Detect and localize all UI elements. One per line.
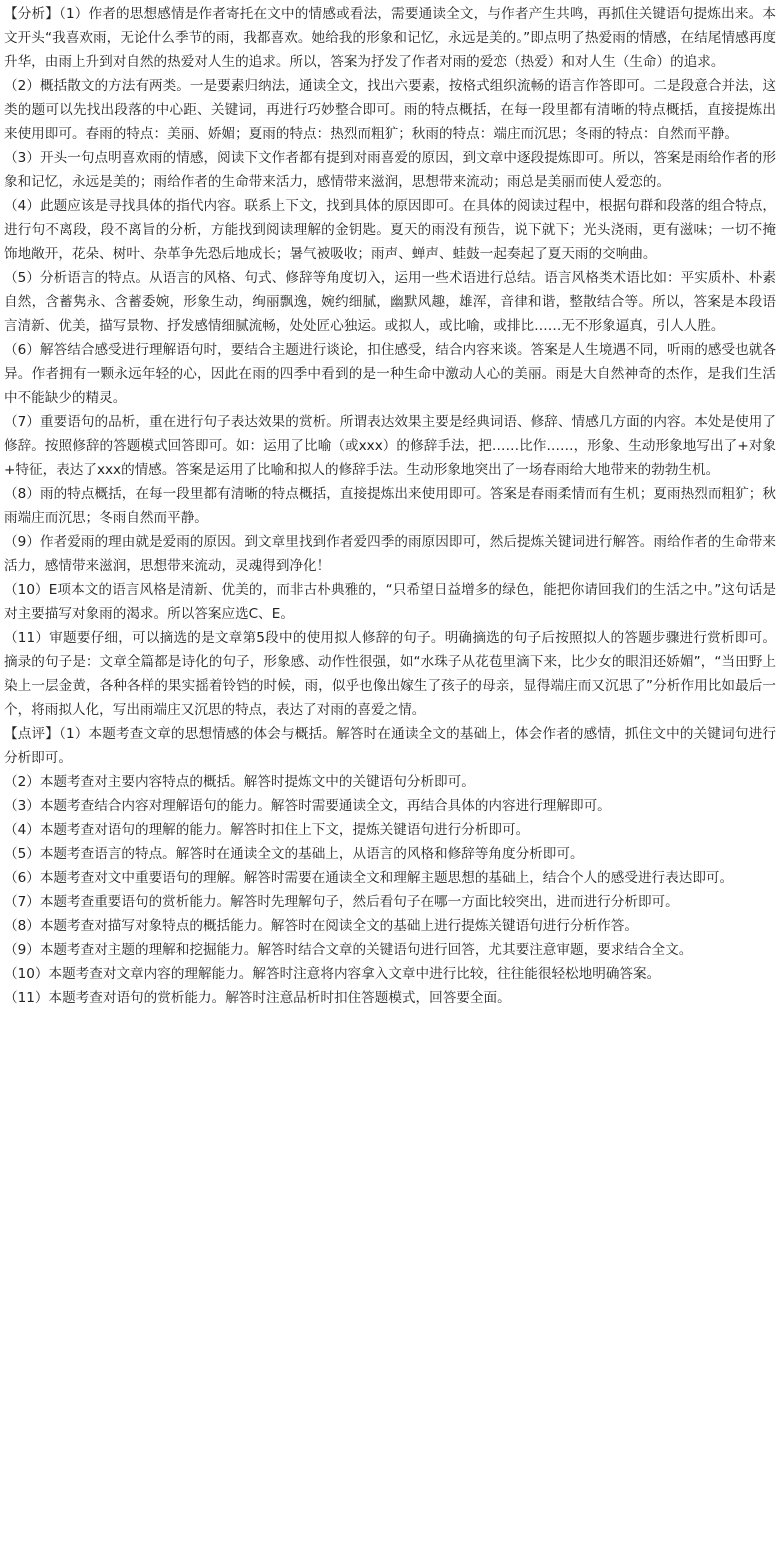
review-paragraph-6: （6）本题考查对文中重要语句的理解。解答时需要在通读全文和理解主题思想的基础上，结合个人的感受进行表达即可。 <box>4 870 734 886</box>
analysis-paragraph-10: （10）E项本文的语言风格是清新、优美的，而非古朴典雅的，“只希望日益增多的绿色，能把你请回我们的生活之中。”这句话是对主要描写对象雨的渴求。所以答案应选C、E。 <box>4 582 776 622</box>
analysis-paragraph-3: （3）开头一句点明喜欢雨的情感，阅读下文作者都有提到对雨喜爱的原因，到文章中逐段提炼即可。所以，答案是雨给作者的形象和记忆，永远是美的；雨给作者的生命带来活力，感情带来滋润，思想带来流动；雨总是美丽而使人爱恋的。 <box>4 150 776 190</box>
analysis-paragraph-7: （7）重要语句的品析，重在进行句子表达效果的赏析。所谓表达效果主要是经典词语、修辞、情感几方面的内容。本处是使用了修辞。按照修辞的答题模式回答即可。如：运用了比喻（或xxx）的修辞手法，把……比作……，形象、生动形象地写出了+对象+特征，表达了xxx的情感。答案是运用了比喻和拟人的修辞手法。生动形象地突出了一场春雨给大地带来的勃勃生机。 <box>4 414 776 478</box>
review-paragraph-4: （4）本题考查对语句的理解的能力。解答时扣住上下文，提炼关键语句进行分析即可。 <box>4 822 530 838</box>
review-paragraph-8: （8）本题考查对描写对象特点的概括能力。解答时在阅读全文的基础上进行提炼关键语句进行分析作答。 <box>4 918 638 934</box>
review-paragraph-1: 【点评】（1）本题考查文章的思想情感的体会与概括。解答时在通读全文的基础上，体会作者的感情，抓住文中的关键词句进行分析即可。 <box>4 726 776 766</box>
analysis-paragraph-8: （8）雨的特点概括，在每一段里都有清晰的特点概括，直接提炼出来使用即可。答案是春雨柔情而有生机；夏雨热烈而粗犷；秋雨端庄而沉思；冬雨自然而平静。 <box>4 486 776 526</box>
watermark-mark <box>15 1080 33 1115</box>
review-paragraph-10: （10）本题考查对文章内容的理解能力。解答时注意将内容拿入文章中进行比较，往往能很轻松地明确答案。 <box>4 966 661 982</box>
watermark-pattern <box>0 1060 780 1560</box>
analysis-paragraph-6: （6）解答结合感受进行理解语句时，要结合主题进行谈论，扣住感受，结合内容来谈。答案是人生境遇不同，听雨的感受也就各异。作者拥有一颗永远年轻的心，因此在雨的四季中看到的是一种生命中激动人心的美丽。雨是大自然神奇的杰作，是我们生活中不能缺少的精灵。 <box>4 342 776 406</box>
review-paragraph-11: （11）本题考查对语句的赏析能力。解答时注意品析时扣住答题模式，回答要全面。 <box>4 990 511 1006</box>
analysis-paragraph-2: （2）概括散文的方法有两类。一是要素归纳法，通读全文，找出六要素，按格式组织流畅的语言作答即可。二是段意合并法，这类的题可以先找出段落的中心距、关键词，再进行巧妙整合即可。雨的特点概括，在每一段里都有清晰的特点概括，直接提炼出来使用即可。春雨的特点：美丽、娇媚；夏雨的特点：热烈而粗犷；秋雨的特点：端庄而沉思；冬雨的特点：自然而平静。 <box>4 78 776 142</box>
review-paragraph-7: （7）本题考查重要语句的赏析能力。解答时先理解句子，然后看句子在哪一方面比较突出，进而进行分析即可。 <box>4 894 679 910</box>
review-paragraph-5: （5）本题考查语言的特点。解答时在通读全文的基础上，从语言的风格和修辞等角度分析即可。 <box>4 846 584 862</box>
analysis-paragraph-11: （11）审题要仔细，可以摘选的是文章第5段中的使用拟人修辞的句子。明确摘选的句子后按照拟人的答题步骤进行赏析即可。摘录的句子是：文章全篇都是诗化的句子，形象感、动作性很强，如“水珠子从花苞里滴下来，比少女的眼泪还娇媚”，“当田野上染上一层金黄，各种各样的果实摇着铃铛的时候，雨，似乎也像出嫁生了孩子的母亲，显得端庄而又沉思了”分析作用比如最后一个，将雨拟人化，写出雨端庄又沉思的特点，表达了对雨的喜爱之情。 <box>4 630 776 718</box>
review-paragraph-2: （2）本题考查对主要内容特点的概括。解答时提炼文中的关键语句分析即可。 <box>4 774 475 790</box>
review-paragraph-3: （3）本题考查结合内容对理解语句的能力。解答时需要通读全文，再结合具体的内容进行理解即可。 <box>4 798 611 814</box>
analysis-paragraph-4: （4）此题应该是寻找具体的指代内容。联系上下文，找到具体的原因即可。在具体的阅读过程中，根据句群和段落的组合特点，进行句不离段，段不离旨的分析，方能找到阅读理解的金钥匙。夏天的雨没有预告，说下就下；光头浇雨，更有滋味；一切不掩饰地敞开，花朵、树叶、杂革争先恐后地成长；暑气被吸收；雨声、蝉声、蛙鼓一起奏起了夏天雨的交响曲。 <box>4 198 776 262</box>
analysis-paragraph-5: （5）分析语言的特点。从语言的风格、句式、修辞等角度切入，运用一些术语进行总结。语言风格类术语比如：平实质朴、朴素自然，含蓄隽永、含蓄委婉，形象生动，绚丽飘逸，婉约细腻，幽默风趣，雄浑，音律和谐，整散结合等。所以，答案是本段语言清新、优美，描写景物、抒发感情细腻流畅，处处匠心独运。或拟人，或比喻，或排比……无不形象逼真，引人人胜。 <box>4 270 776 334</box>
review-paragraph-9: （9）本题考查对主题的理解和挖掘能力。解答时结合文章的关键语句进行回答，尤其要注意审题，要求结合全文。 <box>4 942 693 958</box>
analysis-paragraph-9: （9）作者爱雨的理由就是爱雨的原因。到文章里找到作者爱四季的雨原因即可，然后提炼关键词进行解答。雨给作者的生命带来活力，感情带来滋润，思想带来流动，灵魂得到净化！ <box>4 534 776 574</box>
analysis-paragraph-1: 【分析】（1）作者的思想感情是作者寄托在文中的情感或看法，需要通读全文，与作者产生共鸣，再抓住关键语句提炼出来。本文开头“我喜欢雨，无论什么季节的雨，我都喜欢。她给我的形象和记忆，永远是美的。”即点明了热爱雨的情感，在结尾情感再度升华，由雨上升到对自然的热爱对人生的追求。所以，答案为抒发了作者对雨的爱恋（热爱）和对人生（生命）的追求。 <box>4 6 776 70</box>
